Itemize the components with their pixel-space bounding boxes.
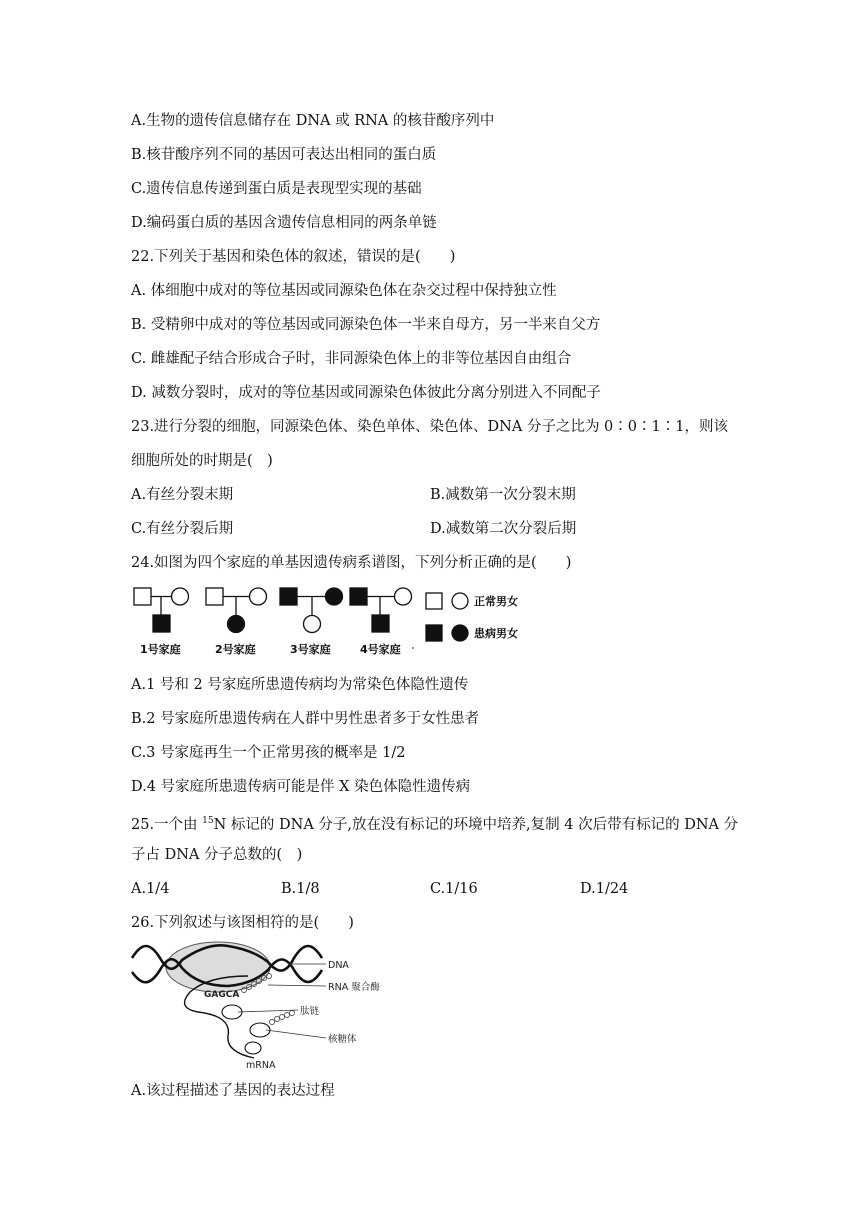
q21-option-a: A.生物的遗传信息储存在 DNA 或 RNA 的核苷酸序列中 — [131, 113, 495, 129]
q24-option-d: D.4 号家庭所患遗传病可能是伴 X 染色体隐性遗传病 — [131, 779, 471, 795]
transcription-translation-figure — [128, 940, 398, 1070]
q22-option-a: A. 体细胞中成对的等位基因或同源染色体在杂交过程中保持独立性 — [131, 283, 557, 299]
q23-option-d: D.减数第二次分裂后期 — [430, 521, 577, 537]
q26-option-a: A.该过程描述了基因的表达过程 — [131, 1083, 335, 1099]
q25-option-d: D.1/24 — [580, 881, 629, 897]
q25-stem-pre: 25.一个由 — [131, 817, 203, 833]
legend-affected-male — [426, 625, 442, 641]
q25-stem-line1 — [131, 811, 738, 835]
q25-option-b: B.1/8 — [281, 881, 320, 897]
q24-stem: 24.如图为四个家庭的单基因遗传病系谱图，下列分析正确的是( ) — [131, 555, 572, 571]
q25-option-c: C.1/16 — [430, 881, 478, 897]
q23-option-c: C.有丝分裂后期 — [131, 521, 234, 537]
f4-mother — [395, 588, 412, 605]
label-ribosome: 核糖体 — [328, 1034, 357, 1045]
family-4-label: 4号家庭 — [360, 643, 401, 656]
legend-normal-male — [426, 593, 442, 609]
label-peptide: 肽链 — [300, 1006, 320, 1017]
q25-option-a: A.1/4 — [131, 881, 170, 897]
f3-daughter — [304, 616, 321, 633]
f4-son — [372, 615, 389, 632]
f1-father — [134, 588, 151, 605]
q25-stem-post: N 标记的 DNA 分子,放在没有标记的环境中培养,复制 4 次后带有标记的 DNA 分 — [213, 817, 739, 833]
pedigree-figure — [128, 585, 548, 665]
q25-stem-line2: 子占 DNA 分子总数的( ) — [131, 847, 303, 863]
f1-son — [153, 615, 170, 632]
q21-option-d: D.编码蛋白质的基因含遗传信息相同的两条单链 — [131, 215, 437, 231]
q22-option-d: D. 减数分裂时，成对的等位基因或同源染色体彼此分离分别进入不同配子 — [131, 385, 601, 401]
f2-daughter — [228, 616, 245, 633]
q23-option-b: B.减数第一次分裂末期 — [430, 487, 576, 503]
ribosome-3 — [245, 1042, 261, 1054]
q24-option-a: A.1 号和 2 号家庭所患遗传病均为常染色体隐性遗传 — [131, 677, 469, 693]
q22-option-c: C. 雌雄配子结合形成合子时，非同源染色体上的非等位基因自由组合 — [131, 351, 572, 367]
q21-option-b: B.核苷酸序列不同的基因可表达出相同的蛋白质 — [131, 147, 437, 163]
q21-option-c: C.遗传信息传递到蛋白质是表现型实现的基础 — [131, 181, 422, 197]
q24-option-c: C.3 号家庭再生一个正常男孩的概率是 1/2 — [131, 745, 406, 761]
q22-stem: 22.下列关于基因和染色体的叙述，错误的是( ) — [131, 249, 456, 265]
legend-affected-female — [452, 625, 468, 641]
q26-stem: 26.下列叙述与该图相符的是( ) — [131, 915, 354, 931]
q23-stem-line1: 23.进行分裂的细胞，同源染色体、染色单体、染色体、DNA 分子之比为 0∶0∶1∶1，则该 — [131, 419, 728, 435]
family-3-label: 3号家庭 — [290, 643, 331, 656]
family-2-label: 2号家庭 — [215, 643, 256, 656]
f1-mother — [172, 588, 189, 605]
legend-normal-female — [452, 593, 468, 609]
q22-option-b: B. 受精卵中成对的等位基因或同源染色体一半来自母方，另一半来自父方 — [131, 317, 601, 333]
legend-normal-label: 正常男女 — [474, 595, 518, 608]
label-rna-polymerase: RNA 聚合酶 — [328, 982, 380, 993]
dna-sequence-label: GAGCA — [204, 990, 240, 1000]
q23-option-a: A.有丝分裂末期 — [131, 487, 234, 503]
q24-option-b: B.2 号家庭所患遗传病在人群中男性患者多于女性患者 — [131, 711, 480, 727]
q23-stem-line2: 细胞所处的时期是( ) — [131, 453, 273, 469]
f3-mother — [326, 588, 343, 605]
f3-father — [280, 588, 297, 605]
f2-father — [206, 588, 223, 605]
label-mrna: mRNA — [246, 1060, 276, 1070]
f2-mother — [250, 588, 267, 605]
family-1-label: 1号家庭 — [140, 643, 181, 656]
legend-affected-label: 患病男女 — [474, 627, 518, 640]
q25-isotope-mass: 15 — [202, 816, 214, 826]
label-dna: DNA — [328, 960, 349, 971]
f4-father — [350, 588, 367, 605]
